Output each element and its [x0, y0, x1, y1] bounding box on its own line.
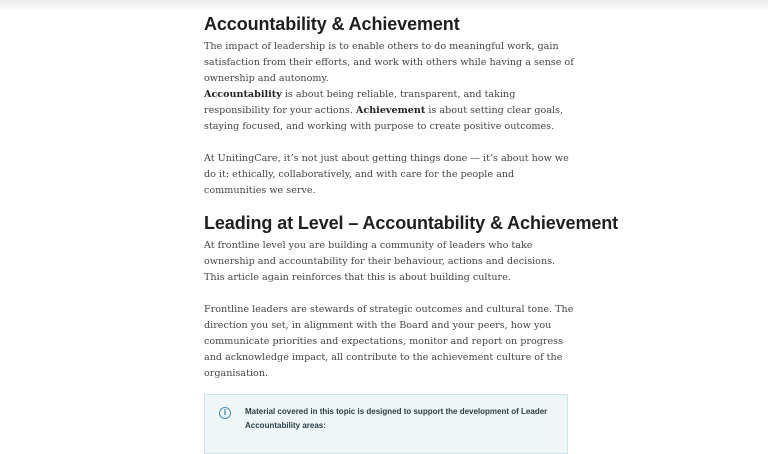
info-callout — [204, 394, 568, 454]
top-shadow — [0, 0, 768, 12]
accountability-term: Accountability — [204, 89, 282, 100]
intro-paragraph: The impact of leadership is to enable others to do meaningful work, gain satisfaction from their efforts, and work with others while having a sense of ownership and autonomy. — [204, 41, 574, 84]
stewards-paragraph: Frontline leaders are stewards of strategic outcomes and cultural tone. The direction you set, in alignment with the Board and your peers, how you communicate priorities and expectations, monitor and report on progress and acknowledge impact, all contribute to the achievement culture of the organisation. — [204, 304, 574, 379]
section-heading-leading-at-level: Leading at Level – Accountability & Achievement — [204, 213, 619, 233]
achievement-term: Achievement — [355, 105, 426, 116]
achievement-definition: is about setting clear goals, staying focused, and working with purpose to create positive outcomes. — [204, 105, 563, 132]
closing-paragraph: At UnitingCare, it’s not just about getting things done — it’s about how we do it: ethically, collaboratively, and with care for the people and communities we serve. — [204, 153, 569, 196]
definitions-paragraph — [204, 87, 574, 135]
frontline-paragraph: At frontline level you are building a community of leaders who take ownership and accountability for their behaviour, actions and decisions. This article again reinforces that this is about building culture. — [204, 240, 556, 283]
accountability-definition: is about being reliable, transparent, and taking responsibility for your actions. — [204, 89, 516, 116]
info-icon: i — [219, 407, 231, 419]
callout-text: Material covered in this topic is designed to support the development of Leader Accountability areas: — [245, 407, 548, 430]
section-heading-accountability: Accountability & Achievement — [204, 14, 460, 34]
